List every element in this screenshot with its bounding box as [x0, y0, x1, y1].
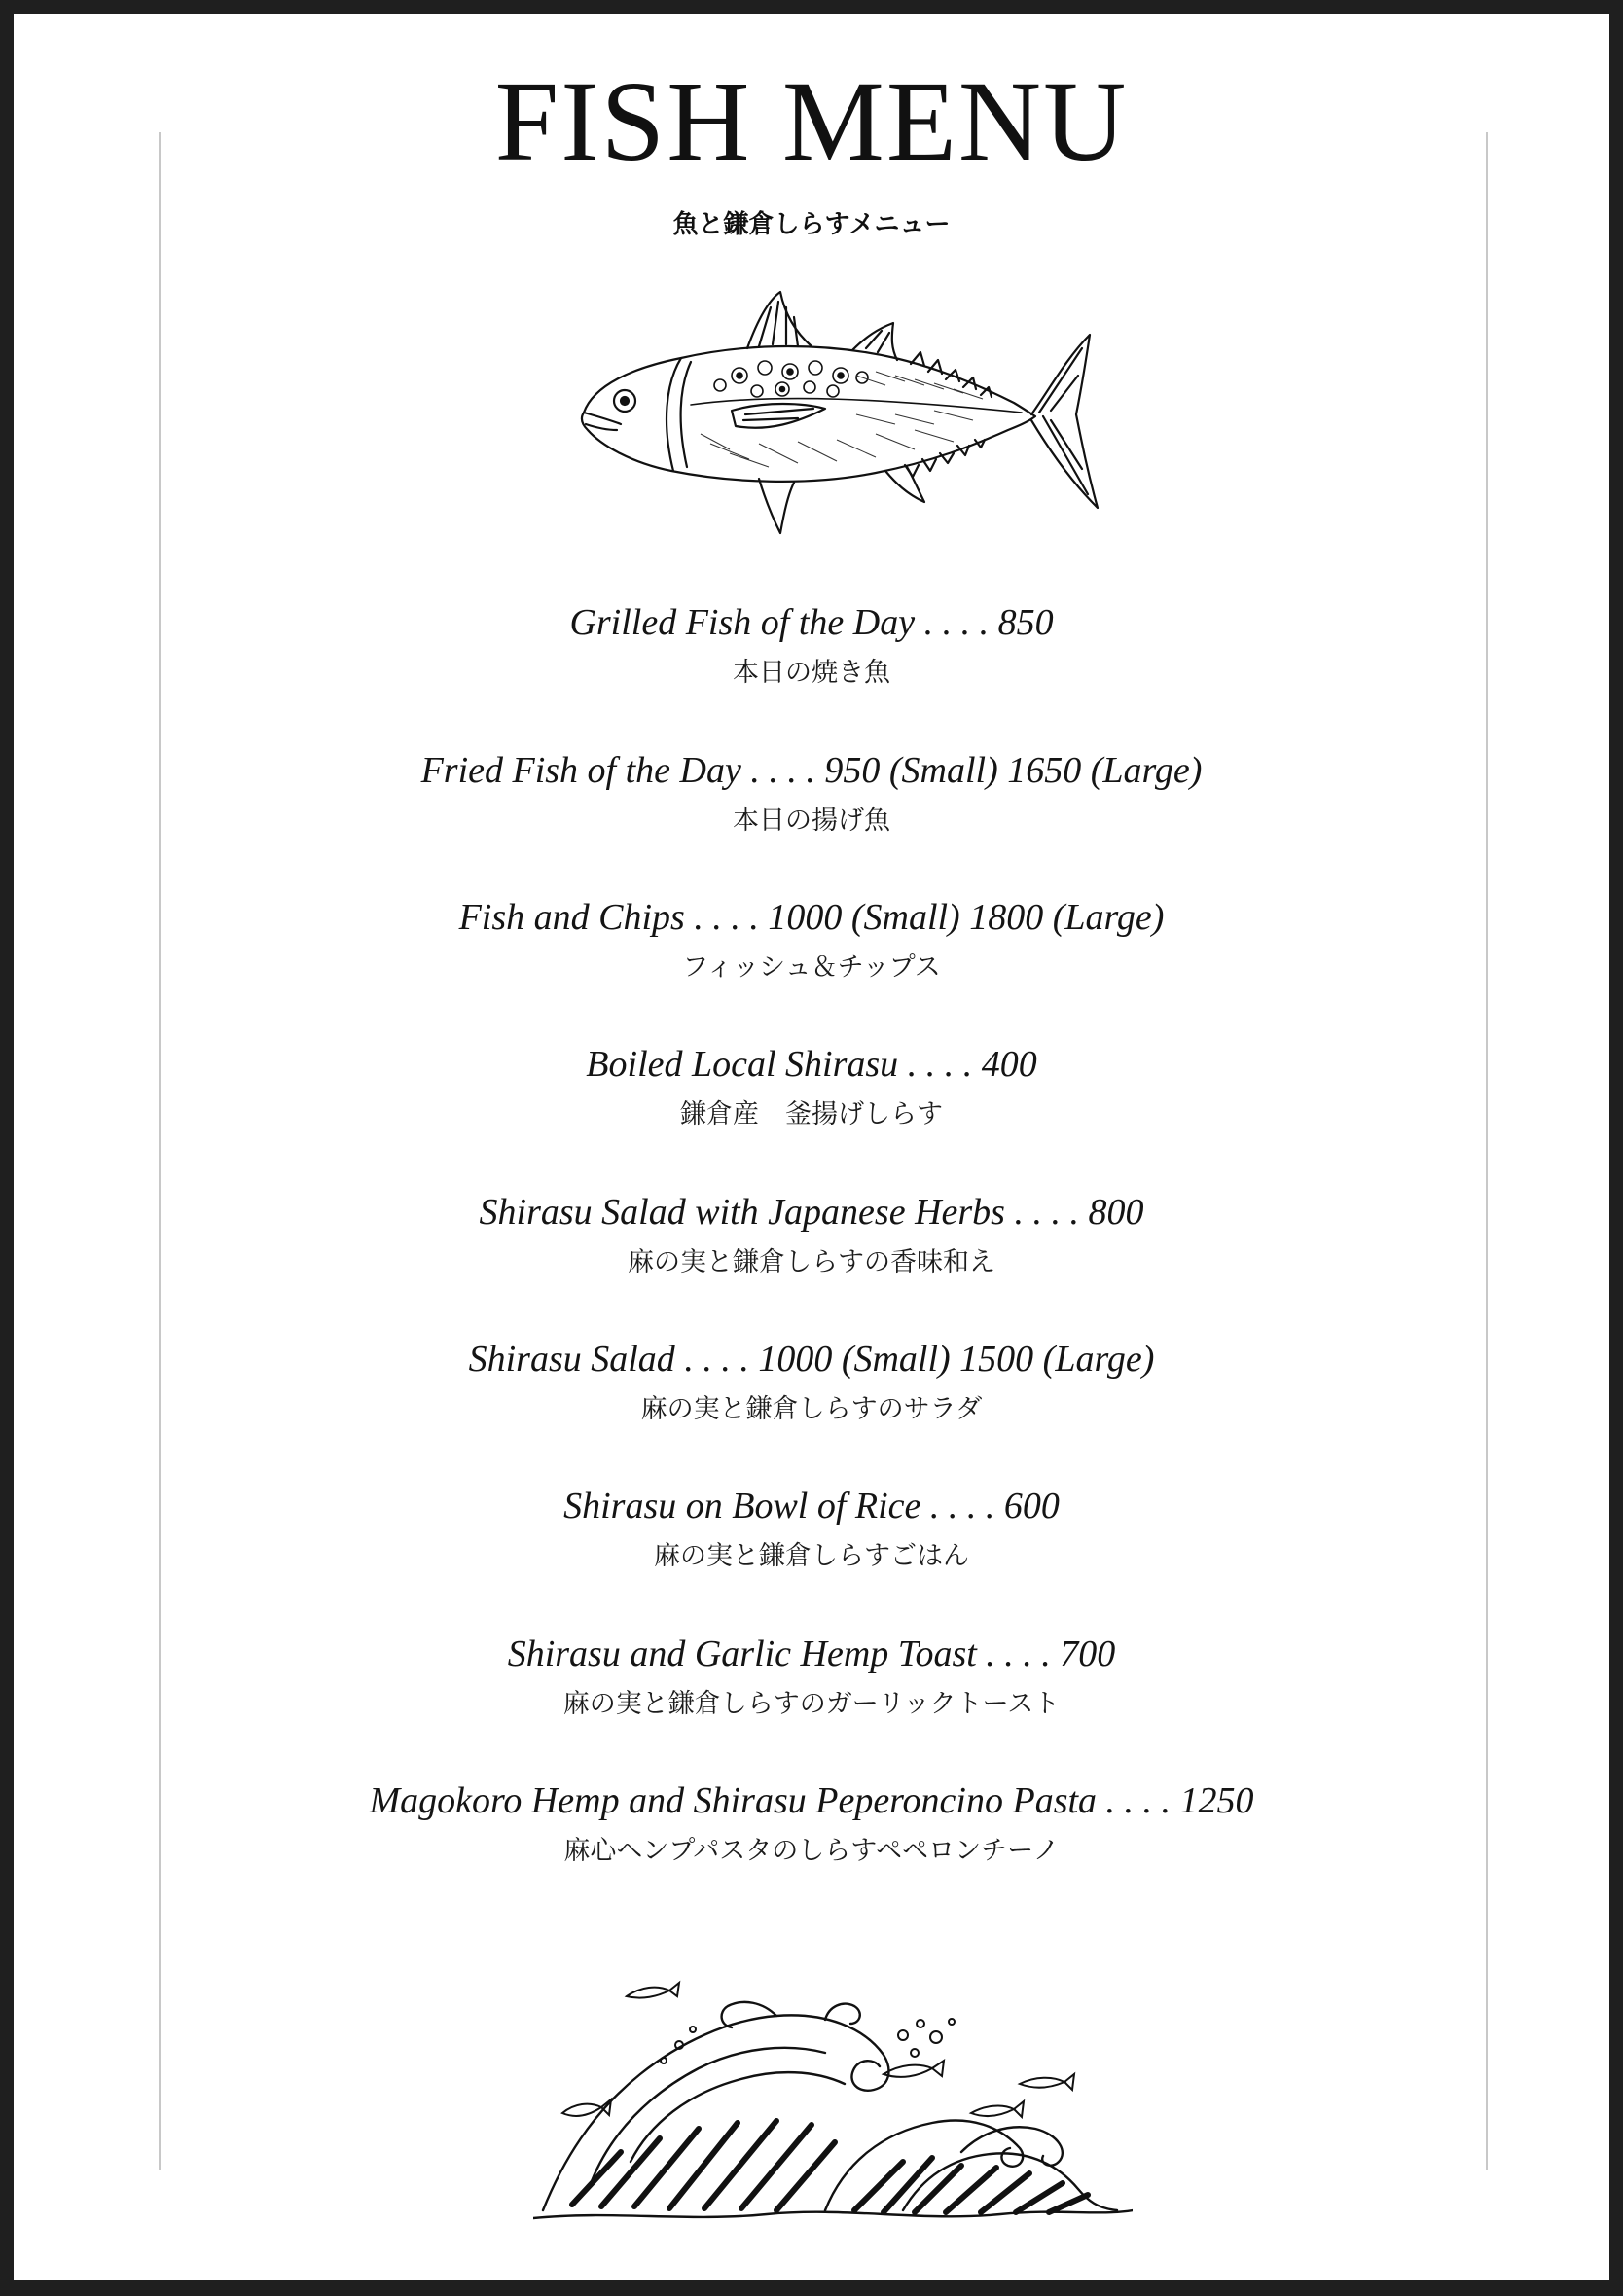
menu-item-ja: 麻の実と鎌倉しらすの香味和え [628, 1247, 995, 1277]
menu-item-price: . . . . 400 [907, 1044, 1037, 1085]
menu-item-line [14, 1777, 1609, 1824]
menu-item-ja: 本日の揚げ魚 [733, 806, 890, 836]
menu-item [14, 1777, 1609, 1871]
menu-item [14, 1041, 1609, 1134]
menu-item-line [14, 1483, 1609, 1529]
menu-item-ja: 麻心ヘンプパスタのしらすペペロンチーノ [563, 1836, 1060, 1866]
menu-item-name: Shirasu Salad with Japanese Herbs [479, 1192, 1005, 1233]
menu-item-price: . . . . 800 [1014, 1192, 1144, 1233]
menu-item-line [14, 747, 1609, 794]
menu-item [14, 747, 1609, 841]
menu-title: FISH MENU [494, 57, 1129, 185]
menu-item-line [14, 1189, 1609, 1236]
menu-item-price: . . . . 700 [986, 1633, 1116, 1674]
menu-item-ja: フィッシュ＆チップス [682, 952, 941, 983]
menu-item-name: Magokoro Hemp and Shirasu Peperoncino Pasta [369, 1780, 1098, 1821]
menu-item-name: Shirasu Salad [468, 1339, 675, 1380]
menu-item [14, 1483, 1609, 1576]
tuna-fish-icon [564, 278, 1101, 545]
waves-with-fish-icon [533, 1967, 1133, 2228]
menu-item-price: . . . . 950 (Small) 1650 (Large) [750, 750, 1203, 791]
menu-item-ja: 麻の実と鎌倉しらすのガーリックトースト [562, 1689, 1061, 1719]
menu-item-price: . . . . 1000 (Small) 1800 (Large) [694, 897, 1165, 938]
menu-item-name: Shirasu and Garlic Hemp Toast [507, 1633, 977, 1674]
menu-item-price: . . . . 600 [929, 1486, 1060, 1526]
menu-item-price: . . . . 1000 (Small) 1500 (Large) [684, 1339, 1155, 1380]
menu-item-name: Grilled Fish of the Day [569, 602, 916, 643]
menu-item-ja: 鎌倉産 釜揚げしらす [680, 1099, 943, 1130]
menu-item [14, 1189, 1609, 1282]
menu-item-price: . . . . 850 [923, 602, 1054, 643]
menu-item [14, 1336, 1609, 1429]
menu-item-name: Boiled Local Shirasu [586, 1044, 899, 1085]
menu-item-ja: 本日の焼き魚 [733, 658, 890, 688]
menu-item-line [14, 894, 1609, 941]
menu-item-name: Fish and Chips [458, 897, 685, 938]
menu-subtitle-ja: 魚と鎌倉しらすメニュー [672, 210, 951, 239]
menu-item-ja: 麻の実と鎌倉しらすごはん [654, 1541, 969, 1571]
menu-item [14, 1631, 1609, 1724]
menu-item [14, 599, 1609, 693]
menu-item-line [14, 599, 1609, 646]
menu-item-line [14, 1336, 1609, 1382]
menu-item [14, 894, 1609, 987]
menu-item-price: . . . . 1250 [1105, 1780, 1254, 1821]
menu-page [14, 14, 1609, 2280]
menu-item-name: Shirasu on Bowl of Rice [563, 1486, 921, 1526]
menu-item-name: Fried Fish of the Day [420, 750, 741, 791]
menu-item-line [14, 1041, 1609, 1088]
menu-item-ja: 麻の実と鎌倉しらすのサラダ [640, 1394, 983, 1424]
menu-item-line [14, 1631, 1609, 1677]
